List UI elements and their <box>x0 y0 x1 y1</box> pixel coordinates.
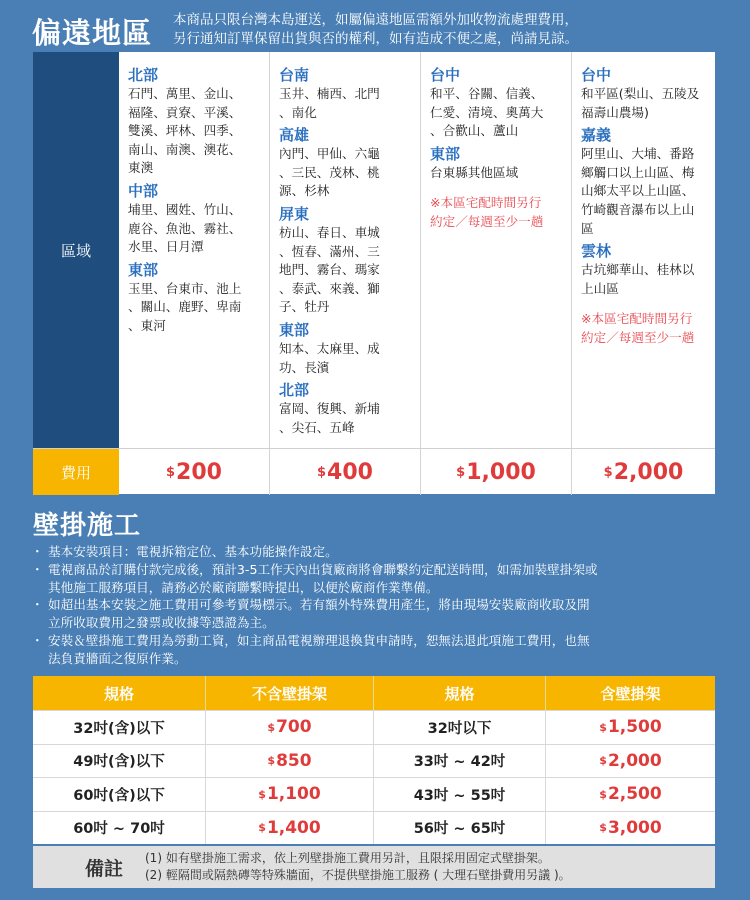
price-cell <box>205 745 373 778</box>
remote-area-header <box>30 6 730 50</box>
wall-mount-price-table <box>33 676 715 844</box>
delivery-note: 約定／每週至少一趟 <box>430 213 544 229</box>
price-table-body <box>33 710 715 844</box>
fee-cell <box>269 449 420 495</box>
price-value: 1,100 <box>266 784 321 805</box>
region-column <box>119 52 269 448</box>
district-line: 石門、萬里、金山、 <box>128 86 242 101</box>
price-value: 2,500 <box>607 784 662 805</box>
region-name: 屏東 <box>279 204 310 223</box>
district-line: 褔隆、貢寮、平溪、 <box>128 104 242 120</box>
note-line: ・ 電視商品於訂購付款完成後，預計3-5工作天內出貨廠商將會聯繫約定配送時間，如需加裝壁掛架或 <box>48 561 598 577</box>
district-line: 台東縣其他區域 <box>430 164 519 180</box>
table-row <box>33 777 715 811</box>
note-line: ・ 如超出基本安裝之施工費用可參考賣場標示。若有額外特殊費用產生，將由現場安裝廠商收取及開 <box>48 597 590 613</box>
size-cell: 43吋 ~ 55吋 <box>373 778 545 811</box>
remote-area-title: 偏遠地區 <box>32 16 153 50</box>
region-name: 東部 <box>430 144 461 163</box>
note-item <box>33 561 723 597</box>
district-line: 竹崎觀音瀑布以上山 <box>581 201 695 217</box>
table-row <box>33 710 715 744</box>
currency-symbol: $ <box>599 787 607 801</box>
price-table-header <box>33 676 715 710</box>
currency-symbol: $ <box>267 720 276 734</box>
note-item <box>33 543 723 561</box>
price-value: 1,400 <box>266 817 321 838</box>
region-name: 雲林 <box>581 242 612 261</box>
price-value: 1,500 <box>607 717 662 738</box>
size-cell: 56吋 ~ 65吋 <box>373 812 545 845</box>
currency-symbol: $ <box>317 464 327 480</box>
price-value: 850 <box>276 750 312 771</box>
remark-box <box>33 846 715 888</box>
district-line: 子、牡丹 <box>279 299 330 315</box>
price-cell <box>205 778 373 811</box>
district-line: 地門、霧台、瑪家 <box>279 262 380 278</box>
currency-symbol: $ <box>267 754 276 768</box>
price-value: 3,000 <box>607 817 662 838</box>
region-row-label: 區域 <box>33 52 119 448</box>
district-line: 、南化 <box>279 104 317 120</box>
currency-symbol: $ <box>258 787 266 801</box>
region-name: 台中 <box>430 66 461 84</box>
district-line: 埔里、國姓、竹山、 <box>128 201 242 217</box>
fee-cell <box>571 449 715 495</box>
region-name: 台中 <box>581 66 612 84</box>
district-line: 、關山、鹿野、卑南 <box>128 299 242 315</box>
district-line: 知本、太麻里、成 <box>279 340 380 356</box>
district-line: 功、長濱 <box>279 359 330 375</box>
price-cell <box>545 711 715 744</box>
district-line: 東澳 <box>128 160 154 176</box>
price-cell <box>205 711 373 744</box>
district-line: 福壽山農場) <box>581 104 649 120</box>
district-line: 和平區(梨山、五陵及 <box>581 86 700 101</box>
fee-value: 2,000 <box>613 459 684 485</box>
note-item <box>33 596 723 632</box>
district-line: 、東河 <box>128 317 166 333</box>
region-column <box>269 52 420 448</box>
delivery-note: ※本區宅配時間另行 <box>430 195 542 211</box>
region-name: 台南 <box>279 66 310 84</box>
district-line: 阿里山、大埔、番路 <box>581 146 695 162</box>
note-line: 法負責牆面之復原作業。 <box>48 650 187 666</box>
fee-cell <box>119 449 269 495</box>
region-name: 高雄 <box>279 126 310 145</box>
district-line: 、尖石、五峰 <box>279 419 355 435</box>
price-value: 700 <box>276 717 312 738</box>
currency-symbol: $ <box>603 464 613 480</box>
remark-line: (1) 如有壁掛施工需求，依上列壁掛施工費用另計，且限採用固定式壁掛架。 <box>145 851 550 865</box>
size-cell: 33吋 ~ 42吋 <box>373 745 545 778</box>
district-line: 枋山、春日、車城 <box>279 224 380 240</box>
region-name: 北部 <box>279 381 310 400</box>
district-line: 、泰武、來義、獅 <box>279 280 380 296</box>
fee-value: 200 <box>176 459 222 485</box>
region-fee-table <box>33 52 715 494</box>
region-name: 東部 <box>279 320 310 339</box>
wall-mount-title: 壁掛施工 <box>33 511 142 541</box>
region-name: 中部 <box>128 181 159 200</box>
note-line: ・ 安裝＆壁掛施工費用為勞動工資，如主商品電視辦理退換貨申請時，恕無法退此項施工費用，也無 <box>48 632 590 648</box>
district-line: 玉井、楠西、北門 <box>279 86 380 101</box>
currency-symbol: $ <box>599 821 607 835</box>
region-column <box>571 52 715 448</box>
notice-line: 本商品只限台灣本島運送，如屬偏遠地區需額外加收物流處理費用， <box>173 12 578 28</box>
remark-label: 備註 <box>84 857 123 880</box>
notice-line: 另行通知訂單保留出貨與否的權利，如有造成不便之處，尚請見諒。 <box>173 31 578 47</box>
district-line: 和平、谷關、信義、 <box>430 86 544 101</box>
region-column <box>420 52 571 448</box>
region-name: 東部 <box>128 260 159 279</box>
district-line: 南山、南澳、澳花、 <box>128 141 242 157</box>
price-cell <box>545 745 715 778</box>
fee-row <box>33 448 715 494</box>
header-cell: 含壁掛架 <box>545 676 715 710</box>
header-cell: 規格 <box>373 676 545 710</box>
fee-row-label: 費用 <box>33 449 119 495</box>
table-row <box>33 744 715 778</box>
currency-symbol: $ <box>599 754 607 768</box>
price-cell <box>205 812 373 845</box>
table-row <box>33 811 715 845</box>
fee-value: 400 <box>327 459 373 485</box>
remark-text <box>145 850 571 884</box>
note-item <box>33 632 723 668</box>
fee-cell <box>420 449 571 495</box>
size-cell: 60吋 ~ 70吋 <box>73 821 165 838</box>
district-line: 山鄉太平以上山區、 <box>581 183 695 199</box>
district-line: 仁愛、清境、奧萬大 <box>430 104 544 120</box>
price-cell <box>545 778 715 811</box>
price-value: 2,000 <box>607 750 662 771</box>
district-line: 富岡、復興、新埔 <box>279 401 380 417</box>
size-cell: 60吋(含)以下 <box>73 787 165 804</box>
district-line: 源、杉林 <box>279 183 330 199</box>
district-line: 鄉觸口以上山區、梅 <box>581 164 695 180</box>
size-cell: 32吋(含)以下 <box>73 720 165 737</box>
price-cell <box>545 812 715 845</box>
header-cell: 規格 <box>103 684 134 703</box>
district-line: 內門、甲仙、六龜 <box>279 146 380 162</box>
remote-area-notice <box>173 11 578 49</box>
remark-line: (2) 輕隔間或隔熱磚等特殊牆面，不提供壁掛施工服務 ( 大理石壁掛費用另議 )。 <box>145 868 571 882</box>
district-line: 玉里、台東市、池上 <box>128 280 242 296</box>
delivery-note: 約定／每週至少一趟 <box>581 329 695 345</box>
district-line: 上山區 <box>581 280 619 296</box>
region-name: 嘉義 <box>581 126 612 145</box>
note-line: 立所收取費用之發票或收據等憑證為主。 <box>48 615 275 631</box>
size-cell: 49吋(含)以下 <box>73 754 165 771</box>
currency-symbol: $ <box>599 720 607 734</box>
size-cell: 32吋以下 <box>373 711 545 744</box>
note-line: ・ 基本安裝項目：電視拆箱定位、基本功能操作設定。 <box>48 544 338 559</box>
district-line: 雙溪、坪林、四季、 <box>128 123 242 139</box>
note-line: 其他施工服務項目，請務必於廠商聯繫時提出，以便於廠商作業準備。 <box>48 579 439 595</box>
delivery-note: ※本區宅配時間另行 <box>581 311 693 327</box>
district-line: 、三民、茂林、桃 <box>279 164 380 180</box>
wall-mount-notes <box>33 543 723 668</box>
currency-symbol: $ <box>456 464 466 480</box>
currency-symbol: $ <box>166 464 176 480</box>
district-line: 鹿谷、魚池、霧社、 <box>128 220 242 236</box>
header-cell: 不含壁掛架 <box>205 676 373 710</box>
district-line: 、合歡山、蘆山 <box>430 123 519 139</box>
fee-value: 1,000 <box>466 459 536 485</box>
region-name: 北部 <box>128 66 159 84</box>
district-line: 水里、日月潭 <box>128 239 204 255</box>
district-line: 、恆春、滿州、三 <box>279 243 380 259</box>
currency-symbol: $ <box>258 821 266 835</box>
district-line: 區 <box>581 220 594 236</box>
district-line: 古坑鄉華山、桂林以 <box>581 262 695 278</box>
